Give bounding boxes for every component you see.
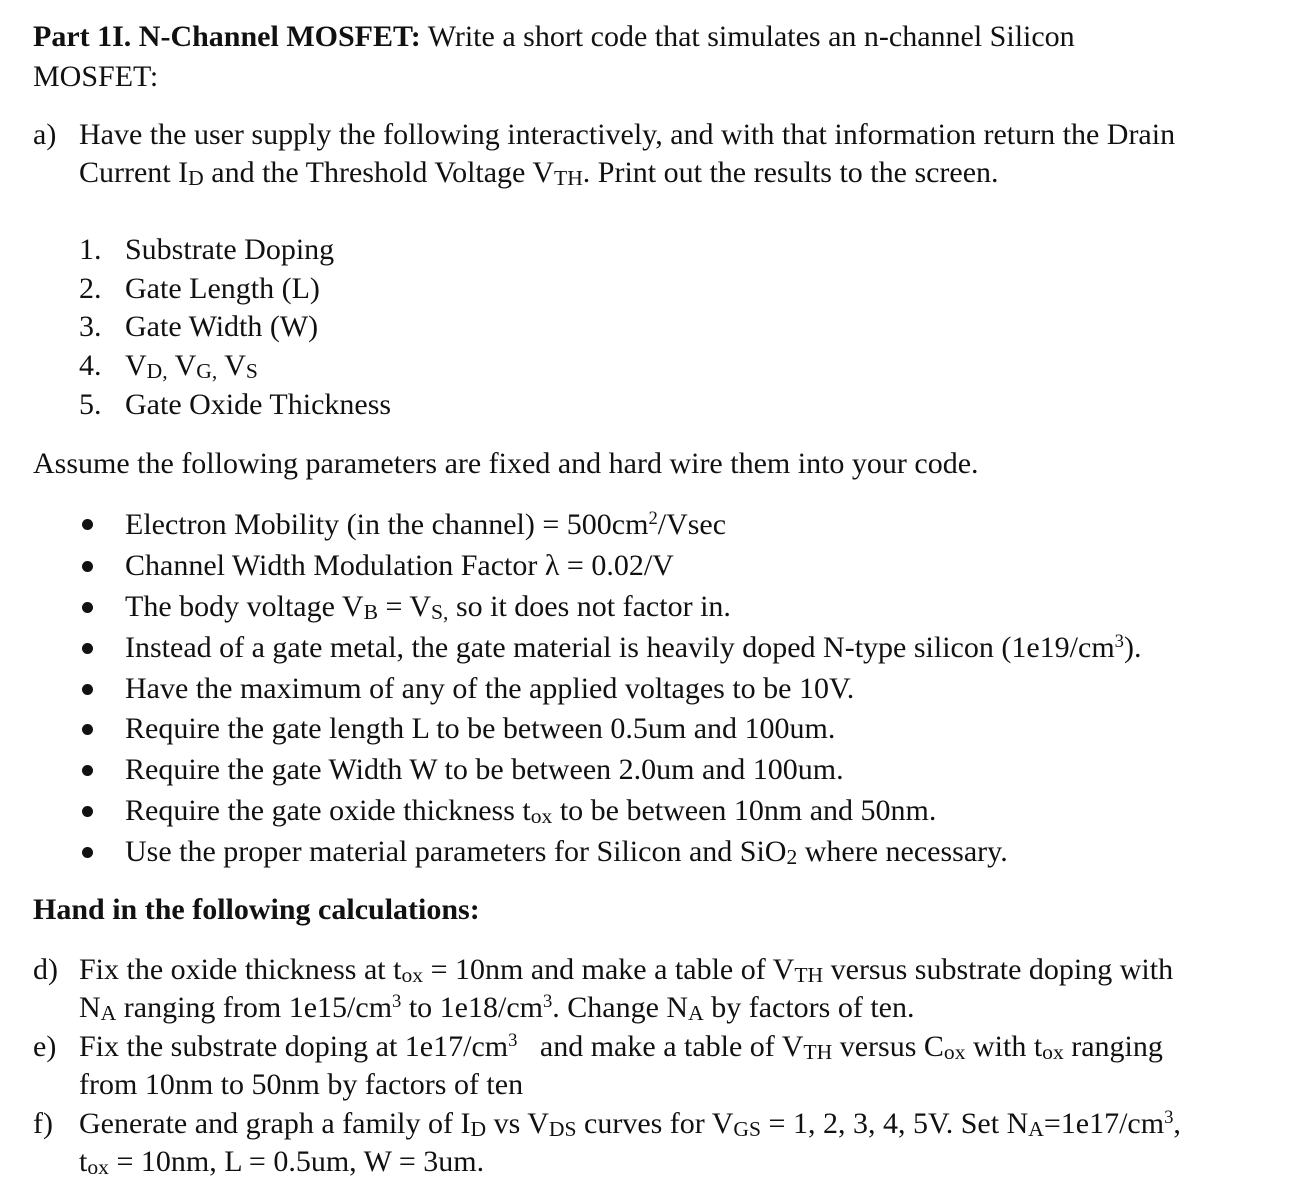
- part-a-text: . Print out the results to the screen.: [582, 156, 999, 189]
- part-a-line-1: [79, 120, 1175, 150]
- part-f-text: Generate and graph a family of I: [79, 1107, 471, 1140]
- bullet-text: where necessary.: [797, 835, 1008, 868]
- assume-paragraph: Assume the following parameters are fixed and hard wire them into your code.: [33, 447, 979, 480]
- subscript: TH: [803, 1040, 833, 1065]
- subscript: B: [363, 600, 378, 625]
- bullet-item: [125, 630, 1142, 664]
- bullet-text: to be between 10nm and 50nm.: [552, 794, 937, 827]
- bullet-text: Require the gate length L to be between 0.5um and 100um.: [125, 712, 836, 745]
- part-d-text: . Change N: [552, 991, 689, 1024]
- title-text-cont: MOSFET:: [33, 60, 159, 93]
- part-d-text: N: [79, 991, 101, 1024]
- subscript: D: [470, 1117, 487, 1142]
- list-number: 2.: [79, 272, 102, 305]
- subscript: A: [100, 1001, 117, 1026]
- title-line-1: [33, 22, 1075, 52]
- superscript: 3: [1114, 630, 1124, 652]
- part-heading: Part 1I. N-Channel MOSFET:: [33, 20, 421, 53]
- bullet-icon: [82, 847, 93, 858]
- subscript: TH: [794, 963, 824, 988]
- bullet-text: ).: [1123, 631, 1142, 664]
- part-f-text: = 1, 2, 3, 4, 5V. Set N: [761, 1107, 1029, 1140]
- bullet-item: [125, 714, 835, 744]
- list-item-text: Gate Width (W): [125, 310, 319, 343]
- bullet-text: Electron Mobility (in the channel) = 500cm: [125, 508, 649, 541]
- bullet-icon: [82, 765, 93, 776]
- bullet-icon: [82, 643, 93, 654]
- bullet-text: Channel Width Modulation Factor λ = 0.02/V: [125, 549, 674, 582]
- bullet-text: Require the gate oxide thickness t: [125, 794, 531, 827]
- hand-in-heading: Hand in the following calculations:: [33, 893, 480, 926]
- bullet-text: so it does not factor in.: [448, 590, 731, 623]
- voltage-symbol: V: [125, 349, 147, 382]
- subscript: A: [1028, 1117, 1044, 1142]
- part-e-text: ranging: [1063, 1030, 1163, 1063]
- bullet-item: [125, 674, 854, 704]
- bullet-text: The body voltage V: [125, 590, 364, 623]
- bullet-item: [125, 590, 731, 625]
- bullet-icon: [82, 561, 93, 572]
- subscript: ox: [943, 1040, 966, 1065]
- part-d-text: = 10nm and make a table of V: [423, 953, 795, 986]
- list-number: 1.: [79, 233, 102, 266]
- part-e-text: from 10nm to 50nm by factors of ten: [79, 1068, 524, 1101]
- part-f-text: t: [79, 1145, 88, 1178]
- part-f-line-1: [79, 1106, 1181, 1142]
- bullet-text: Require the gate Width W to be between 2.0um and 100um.: [125, 753, 844, 786]
- part-d-text: by factors of ten.: [703, 991, 915, 1024]
- subscript: GS: [733, 1117, 762, 1142]
- subscript: S,: [431, 600, 449, 625]
- subscript: ox: [401, 963, 424, 988]
- part-a-marker: a): [33, 118, 57, 151]
- bullet-item: [125, 794, 937, 829]
- part-f-text: curves for V: [576, 1107, 734, 1140]
- superscript: 3: [508, 1029, 518, 1051]
- list-item: [79, 235, 102, 265]
- part-a-text: and the Threshold Voltage V: [203, 156, 554, 189]
- subscript: TH: [554, 166, 583, 191]
- subscript: 2: [786, 845, 798, 870]
- list-item-text: Substrate Doping: [125, 233, 335, 266]
- bullet-icon: [82, 724, 93, 735]
- part-d-text: ranging from 1e15/cm: [116, 991, 393, 1024]
- bullet-icon: [82, 519, 93, 530]
- bullet-text: = V: [377, 590, 432, 623]
- list-number: 5.: [79, 388, 102, 421]
- part-f-text: ,: [1173, 1107, 1181, 1140]
- part-f-line-2: [79, 1145, 485, 1180]
- superscript: 3: [1164, 1106, 1174, 1128]
- bullet-item: [125, 755, 844, 785]
- bullet-icon: [82, 602, 93, 613]
- part-e-text: with t: [965, 1030, 1043, 1063]
- bullet-text: Use the proper material parameters for Silicon and SiO: [125, 835, 787, 868]
- part-f-text: =1e17/cm: [1043, 1107, 1165, 1140]
- list-item: [79, 390, 102, 420]
- subscript: D,: [146, 359, 168, 384]
- title-line-2: [33, 62, 158, 92]
- list-item-text: Gate Oxide Thickness: [125, 388, 392, 421]
- part-e-text: versus C: [832, 1030, 944, 1063]
- bullet-text: Have the maximum of any of the applied voltages to be 10V.: [125, 672, 855, 705]
- subscript: S: [245, 359, 258, 384]
- list-item: [79, 351, 102, 381]
- part-e-line-1: [79, 1029, 1163, 1065]
- part-e-text: Fix the substrate doping at 1e17/cm: [79, 1030, 509, 1063]
- list-item: [79, 274, 102, 304]
- part-f-text: vs V: [486, 1107, 549, 1140]
- part-d-line-1: [79, 953, 1174, 988]
- part-e-line-2: [79, 1070, 523, 1100]
- part-e-marker: e): [33, 1030, 57, 1063]
- subscript: ox: [87, 1155, 109, 1180]
- part-a-text: Current I: [79, 156, 189, 189]
- part-d-marker: d): [33, 953, 58, 986]
- voltage-symbol: V: [217, 349, 246, 382]
- subscript: DS: [548, 1117, 577, 1142]
- part-a-line-2: [79, 156, 999, 191]
- part-d-line-2: [79, 990, 915, 1026]
- list-number: 4.: [79, 349, 102, 382]
- subscript: D: [188, 166, 204, 191]
- bullet-item: [125, 551, 674, 581]
- part-e-text: and make a table of V: [517, 1030, 804, 1063]
- part-f-marker: f): [33, 1107, 53, 1140]
- part-d-text: versus substrate doping with: [823, 953, 1174, 986]
- subscript: G,: [196, 359, 218, 384]
- subscript: A: [688, 1001, 704, 1026]
- list-number: 3.: [79, 310, 102, 343]
- voltage-symbol: V: [167, 349, 197, 382]
- list-item-text: Gate Length (L): [125, 272, 320, 305]
- superscript: 2: [648, 507, 658, 529]
- subscript: ox: [530, 804, 553, 829]
- title-text: Write a short code that simulates an n-channel Silicon: [420, 20, 1075, 53]
- part-d-text: to 1e18/cm: [401, 991, 543, 1024]
- list-item-text: [125, 349, 258, 384]
- bullet-text: /Vsec: [657, 508, 727, 541]
- bullet-icon: [82, 806, 93, 817]
- bullet-text: Instead of a gate metal, the gate material is heavily doped N-type silicon (1e19/cm: [125, 631, 1115, 664]
- part-a-text: Have the user supply the following interactively, and with that information return the Drain: [79, 118, 1176, 151]
- superscript: 3: [542, 990, 553, 1012]
- part-f-text: = 10nm, L = 0.5um, W = 3um.: [108, 1145, 485, 1178]
- list-item: [79, 312, 102, 342]
- bullet-item: [125, 507, 727, 541]
- bullet-icon: [82, 684, 93, 695]
- superscript: 3: [392, 990, 402, 1012]
- part-d-text: Fix the oxide thickness at t: [79, 953, 402, 986]
- subscript: ox: [1042, 1040, 1064, 1065]
- bullet-item: [125, 835, 1008, 870]
